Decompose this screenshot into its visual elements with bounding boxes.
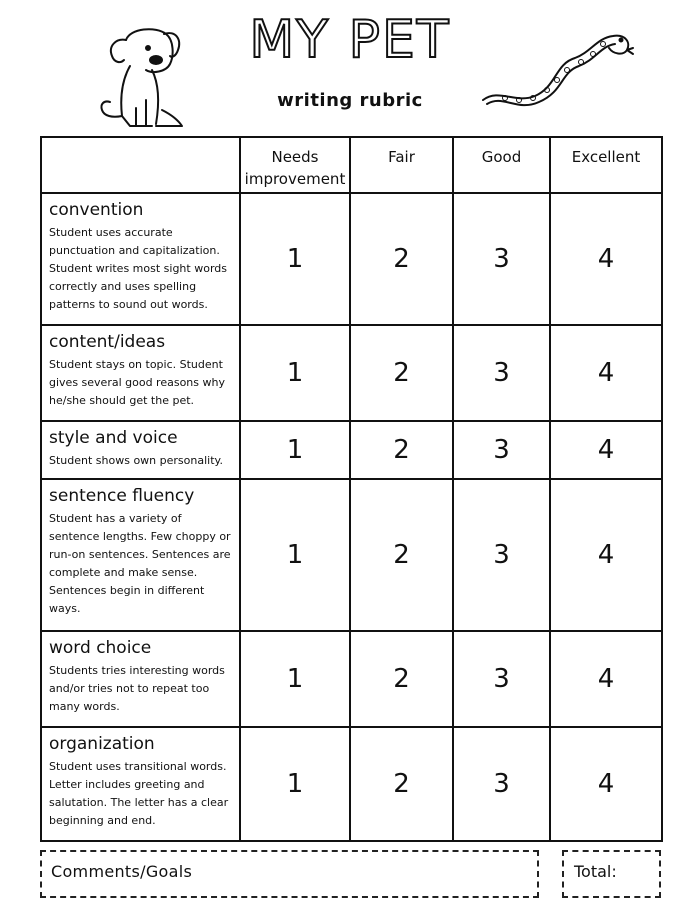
rubric-table xyxy=(40,136,663,842)
dog-icon xyxy=(86,20,196,135)
score-needs-improvement[interactable]: 1 xyxy=(240,193,350,325)
score-good[interactable]: 3 xyxy=(453,631,550,727)
criterion-description: Student shows own personality. xyxy=(49,453,223,467)
score-excellent[interactable]: 4 xyxy=(550,479,662,631)
criterion-cell xyxy=(41,727,240,841)
score-needs-improvement[interactable]: 1 xyxy=(240,325,350,421)
score-needs-improvement[interactable]: 1 xyxy=(240,631,350,727)
score-fair[interactable]: 2 xyxy=(350,631,453,727)
criterion-description: Student stays on topic. Student gives several good reasons why he/she should get the pet. xyxy=(49,357,225,407)
criterion-name: style and voice xyxy=(49,428,178,448)
criterion-cell xyxy=(41,479,240,631)
criterion-name: word choice xyxy=(49,638,152,658)
excellent-column-header: Excellent xyxy=(550,137,662,193)
total-label: Total: xyxy=(574,862,617,881)
fair-column-header: Fair xyxy=(350,137,453,193)
snake-icon xyxy=(475,24,635,114)
rubric-row-style-and-voice xyxy=(41,421,662,479)
criterion-description: Students tries interesting words and/or tries not to repeat too many words. xyxy=(49,663,225,713)
criterion-cell xyxy=(41,193,240,325)
page-title: MY PET xyxy=(249,10,451,70)
header-row xyxy=(41,137,662,193)
comments-goals-box[interactable] xyxy=(40,850,539,898)
score-good[interactable]: 3 xyxy=(453,479,550,631)
criterion-name: sentence fluency xyxy=(49,486,195,506)
score-fair[interactable]: 2 xyxy=(350,193,453,325)
score-fair[interactable]: 2 xyxy=(350,479,453,631)
score-excellent[interactable]: 4 xyxy=(550,325,662,421)
criteria-column-header xyxy=(41,137,240,193)
criterion-cell xyxy=(41,631,240,727)
criterion-name: organization xyxy=(49,734,155,754)
score-good[interactable]: 3 xyxy=(453,325,550,421)
criterion-description: Student uses accurate punctuation and capitalization. Student writes most sight words correctly and uses spelling patterns to sound out words. xyxy=(49,225,227,312)
rubric-row-convention xyxy=(41,193,662,325)
rubric-row-content-ideas xyxy=(41,325,662,421)
needs-improvement-column-header: Needs improvement xyxy=(240,137,350,193)
score-fair[interactable]: 2 xyxy=(350,727,453,841)
criterion-name: convention xyxy=(49,200,144,220)
score-excellent[interactable]: 4 xyxy=(550,631,662,727)
criterion-description: Student has a variety of sentence lengths. Few choppy or run-on sentences. Sentences are complete and make sense. Sentences begin in different ways. xyxy=(49,511,231,616)
good-column-header: Good xyxy=(453,137,550,193)
rubric-row-organization xyxy=(41,727,662,841)
total-box[interactable] xyxy=(562,850,661,898)
score-good[interactable]: 3 xyxy=(453,421,550,479)
score-excellent[interactable]: 4 xyxy=(550,421,662,479)
criterion-description: Student uses transitional words. Letter includes greeting and salutation. The letter has a clear beginning and end. xyxy=(49,759,229,827)
rubric-row-word-choice xyxy=(41,631,662,727)
score-fair[interactable]: 2 xyxy=(350,421,453,479)
score-good[interactable]: 3 xyxy=(453,727,550,841)
criterion-cell xyxy=(41,325,240,421)
rubric-row-sentence-fluency xyxy=(41,479,662,631)
score-excellent[interactable]: 4 xyxy=(550,193,662,325)
comments-goals-label: Comments/Goals xyxy=(51,862,193,881)
score-needs-improvement[interactable]: 1 xyxy=(240,727,350,841)
criterion-name: content/ideas xyxy=(49,332,166,352)
score-fair[interactable]: 2 xyxy=(350,325,453,421)
page-subtitle: writing rubric xyxy=(277,90,423,111)
criterion-cell xyxy=(41,421,240,479)
score-needs-improvement[interactable]: 1 xyxy=(240,421,350,479)
score-good[interactable]: 3 xyxy=(453,193,550,325)
score-excellent[interactable]: 4 xyxy=(550,727,662,841)
score-needs-improvement[interactable]: 1 xyxy=(240,479,350,631)
